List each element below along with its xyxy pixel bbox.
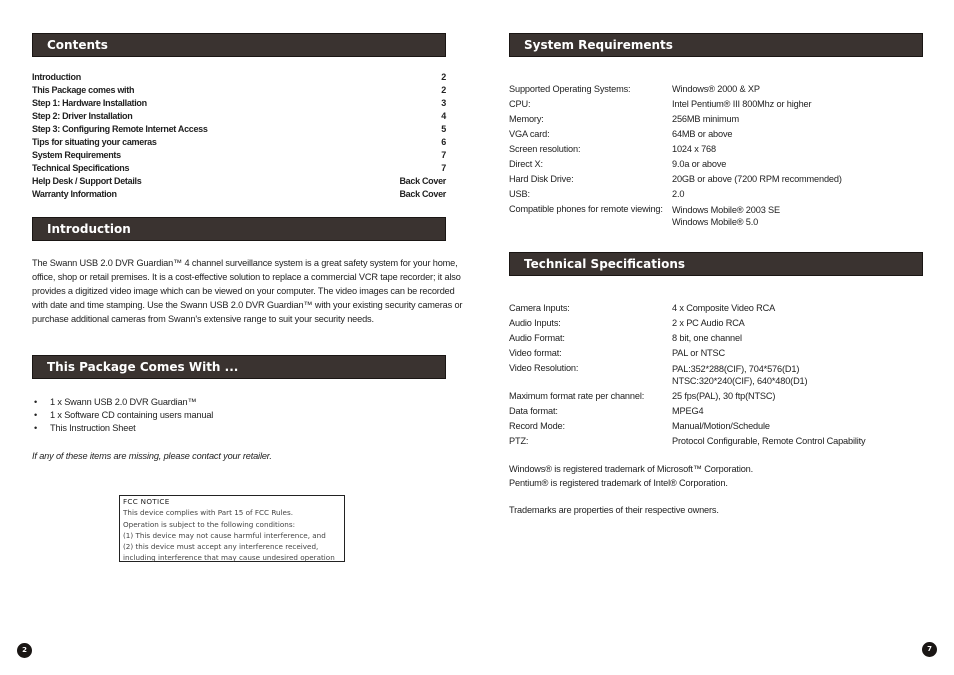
toc-entry xyxy=(32,175,446,188)
page-number-left: 2 xyxy=(17,643,32,658)
spec-value-line: 20GB or above (7200 RPM recommended) xyxy=(672,174,842,184)
spec-value-line: 256MB minimum xyxy=(672,114,739,124)
toc-entry-label: Step 3: Configuring Remote Internet Access xyxy=(32,124,208,134)
spec-value-line: 1024 x 768 xyxy=(672,144,716,154)
spec-value-line: 64MB or above xyxy=(672,129,733,139)
technical-specifications-table xyxy=(509,301,866,449)
toc-entry-label: Tips for situating your cameras xyxy=(32,137,157,147)
spec-row xyxy=(509,404,866,419)
spec-value xyxy=(672,361,866,389)
spec-value-line: Windows Mobile® 5.0 xyxy=(672,217,759,227)
spec-row xyxy=(509,331,866,346)
spec-value xyxy=(672,127,842,142)
toc-entry-label: System Requirements xyxy=(32,150,121,160)
fcc-notice-line: (2) this device must accept any interference received, xyxy=(123,542,319,552)
introduction-line: with date and time stamping. Use the Swann USB 2.0 DVR Guardian™ with your existing security cameras or xyxy=(32,300,463,310)
spec-label: Hard Disk Drive: xyxy=(509,174,574,184)
spec-row xyxy=(509,172,842,187)
toc-entry xyxy=(32,188,446,201)
spec-row xyxy=(509,434,866,449)
spec-value xyxy=(672,331,866,346)
toc-entry xyxy=(32,84,446,97)
toc-entry-label: Help Desk / Support Details xyxy=(32,176,142,186)
package-heading: This Package Comes With ... xyxy=(32,355,446,379)
toc-entry-page: 7 xyxy=(441,150,446,160)
spec-label: Video format: xyxy=(509,348,562,358)
trademarks-note: Trademarks are properties of their respective owners. xyxy=(509,505,719,515)
spec-value xyxy=(672,157,842,172)
introduction-line: purchase additional cameras from Swann's extensive range to suit your security needs. xyxy=(32,314,374,324)
system-requirements-table xyxy=(509,82,842,230)
spec-label: USB: xyxy=(509,189,530,199)
fcc-notice-line: Operation is subject to the following conditions: xyxy=(123,519,295,529)
spec-label: Maximum format rate per channel: xyxy=(509,391,645,401)
spec-value-line: Manual/Motion/Schedule xyxy=(672,421,770,431)
spec-value xyxy=(672,389,866,404)
contents-heading: Contents xyxy=(32,33,446,57)
spec-row xyxy=(509,112,842,127)
spec-value xyxy=(672,346,866,361)
introduction-text xyxy=(32,256,463,326)
toc-entry-page: 5 xyxy=(441,124,446,134)
spec-value-line: 2.0 xyxy=(672,189,685,199)
spec-row xyxy=(509,202,842,230)
spec-value xyxy=(672,404,866,419)
spec-row xyxy=(509,346,866,361)
spec-value xyxy=(672,172,842,187)
spec-value-line: PAL:352*288(CIF), 704*576(D1) xyxy=(672,364,800,374)
toc-entry-page: 6 xyxy=(441,137,446,147)
toc-entry-label: Step 2: Driver Installation xyxy=(32,111,133,121)
spec-value xyxy=(672,112,842,127)
spec-row xyxy=(509,361,866,389)
spec-row xyxy=(509,142,842,157)
spec-value xyxy=(672,142,842,157)
spec-value xyxy=(672,82,842,97)
spec-row xyxy=(509,82,842,97)
toc-entry-label: Step 1: Hardware Installation xyxy=(32,98,147,108)
spec-label: Screen resolution: xyxy=(509,144,581,154)
package-list xyxy=(32,396,213,435)
spec-label: Direct X: xyxy=(509,159,543,169)
fcc-notice-line: (1) This device may not cause harmful interference, and xyxy=(123,530,326,540)
spec-value xyxy=(672,419,866,434)
toc-entry-page: 2 xyxy=(441,72,446,82)
spec-value-line: MPEG4 xyxy=(672,406,704,416)
spec-value-line: 4 x Composite Video RCA xyxy=(672,303,776,313)
toc-entry-label: Technical Specifications xyxy=(32,163,130,173)
right-page xyxy=(477,0,954,675)
fcc-notice-title: FCC NOTICE xyxy=(123,497,170,506)
spec-row xyxy=(509,127,842,142)
toc-entry-page: Back Cover xyxy=(399,176,446,186)
spec-value-line: Protocol Configurable, Remote Control Capability xyxy=(672,436,866,446)
spec-value xyxy=(672,97,842,112)
spec-label: Supported Operating Systems: xyxy=(509,84,631,94)
spec-row xyxy=(509,419,866,434)
toc-entry-page: 2 xyxy=(441,85,446,95)
spec-value xyxy=(672,434,866,449)
trademark-line: Pentium® is registered trademark of Intel® Corporation. xyxy=(509,478,728,488)
spec-row xyxy=(509,316,866,331)
toc-entry-page: 3 xyxy=(441,98,446,108)
toc-entry-page: 4 xyxy=(441,111,446,121)
system-requirements-heading: System Requirements xyxy=(509,33,923,57)
spec-label: PTZ: xyxy=(509,436,529,446)
spec-row xyxy=(509,301,866,316)
spec-value-line: NTSC:320*240(CIF), 640*480(D1) xyxy=(672,376,808,386)
package-note: If any of these items are missing, please contact your retailer. xyxy=(32,451,272,461)
spec-value xyxy=(672,301,866,316)
spec-value-line: 25 fps(PAL), 30 ftp(NTSC) xyxy=(672,391,776,401)
spec-label: Audio Inputs: xyxy=(509,318,561,328)
toc-entry-label: Warranty Information xyxy=(32,189,117,199)
spec-row xyxy=(509,157,842,172)
spec-row xyxy=(509,187,842,202)
spec-value xyxy=(672,316,866,331)
technical-specifications-heading: Technical Specifications xyxy=(509,252,923,276)
introduction-heading: Introduction xyxy=(32,217,446,241)
toc-entry xyxy=(32,71,446,84)
toc-entry xyxy=(32,162,446,175)
spec-label: VGA card: xyxy=(509,129,550,139)
package-item: • 1 x Software CD containing users manual xyxy=(32,409,213,422)
toc-entry-label: This Package comes with xyxy=(32,85,135,95)
spec-value-line: Windows® 2000 & XP xyxy=(672,84,760,94)
toc-entry xyxy=(32,136,446,149)
toc-entry-page: 7 xyxy=(441,163,446,173)
introduction-line: The Swann USB 2.0 DVR Guardian™ 4 channel surveillance system is a great safety system for your home, xyxy=(32,258,458,268)
spec-row xyxy=(509,389,866,404)
spec-label: Audio Format: xyxy=(509,333,565,343)
spec-label: Record Mode: xyxy=(509,421,565,431)
introduction-line: provides a digitized video image which can be viewed on your computer. The video images can be recorded xyxy=(32,286,455,296)
spec-label: Compatible phones for remote viewing: xyxy=(509,204,663,214)
spec-value-line: 2 x PC Audio RCA xyxy=(672,318,745,328)
spec-value-line: 8 bit, one channel xyxy=(672,333,742,343)
package-item: • 1 x Swann USB 2.0 DVR Guardian™ xyxy=(32,396,213,409)
spec-value xyxy=(672,202,842,230)
trademark-line: Windows® is registered trademark of Microsoft™ Corporation. xyxy=(509,464,754,474)
fcc-notice-line: This device complies with Part 15 of FCC Rules. xyxy=(123,508,294,518)
toc-entry xyxy=(32,110,446,123)
spec-row xyxy=(509,97,842,112)
trademarks-text xyxy=(509,462,753,490)
spec-value-line: 9.0a or above xyxy=(672,159,727,169)
spec-label: Memory: xyxy=(509,114,544,124)
toc-entry-page: Back Cover xyxy=(399,189,446,199)
page-number-right: 7 xyxy=(922,642,937,657)
spec-label: Camera Inputs: xyxy=(509,303,570,313)
introduction-line: office, shop or retail premises. It is a cost-effective solution to replace a commercial VCR tape recorder; it also xyxy=(32,272,461,282)
spec-value-line: PAL or NTSC xyxy=(672,348,725,358)
fcc-notice-line: including interference that may cause undesired operation xyxy=(123,553,335,563)
spec-value xyxy=(672,187,842,202)
spec-label: Data format: xyxy=(509,406,558,416)
fcc-notice-box xyxy=(119,495,345,562)
table-of-contents xyxy=(32,71,446,201)
package-item: • This Instruction Sheet xyxy=(32,422,213,435)
toc-entry xyxy=(32,149,446,162)
toc-entry xyxy=(32,123,446,136)
toc-entry-label: Introduction xyxy=(32,72,81,82)
spec-value-line: Windows Mobile® 2003 SE xyxy=(672,205,781,215)
spec-label: CPU: xyxy=(509,99,531,109)
spec-value-line: Intel Pentium® III 800Mhz or higher xyxy=(672,99,812,109)
toc-entry xyxy=(32,97,446,110)
spec-label: Video Resolution: xyxy=(509,363,579,373)
